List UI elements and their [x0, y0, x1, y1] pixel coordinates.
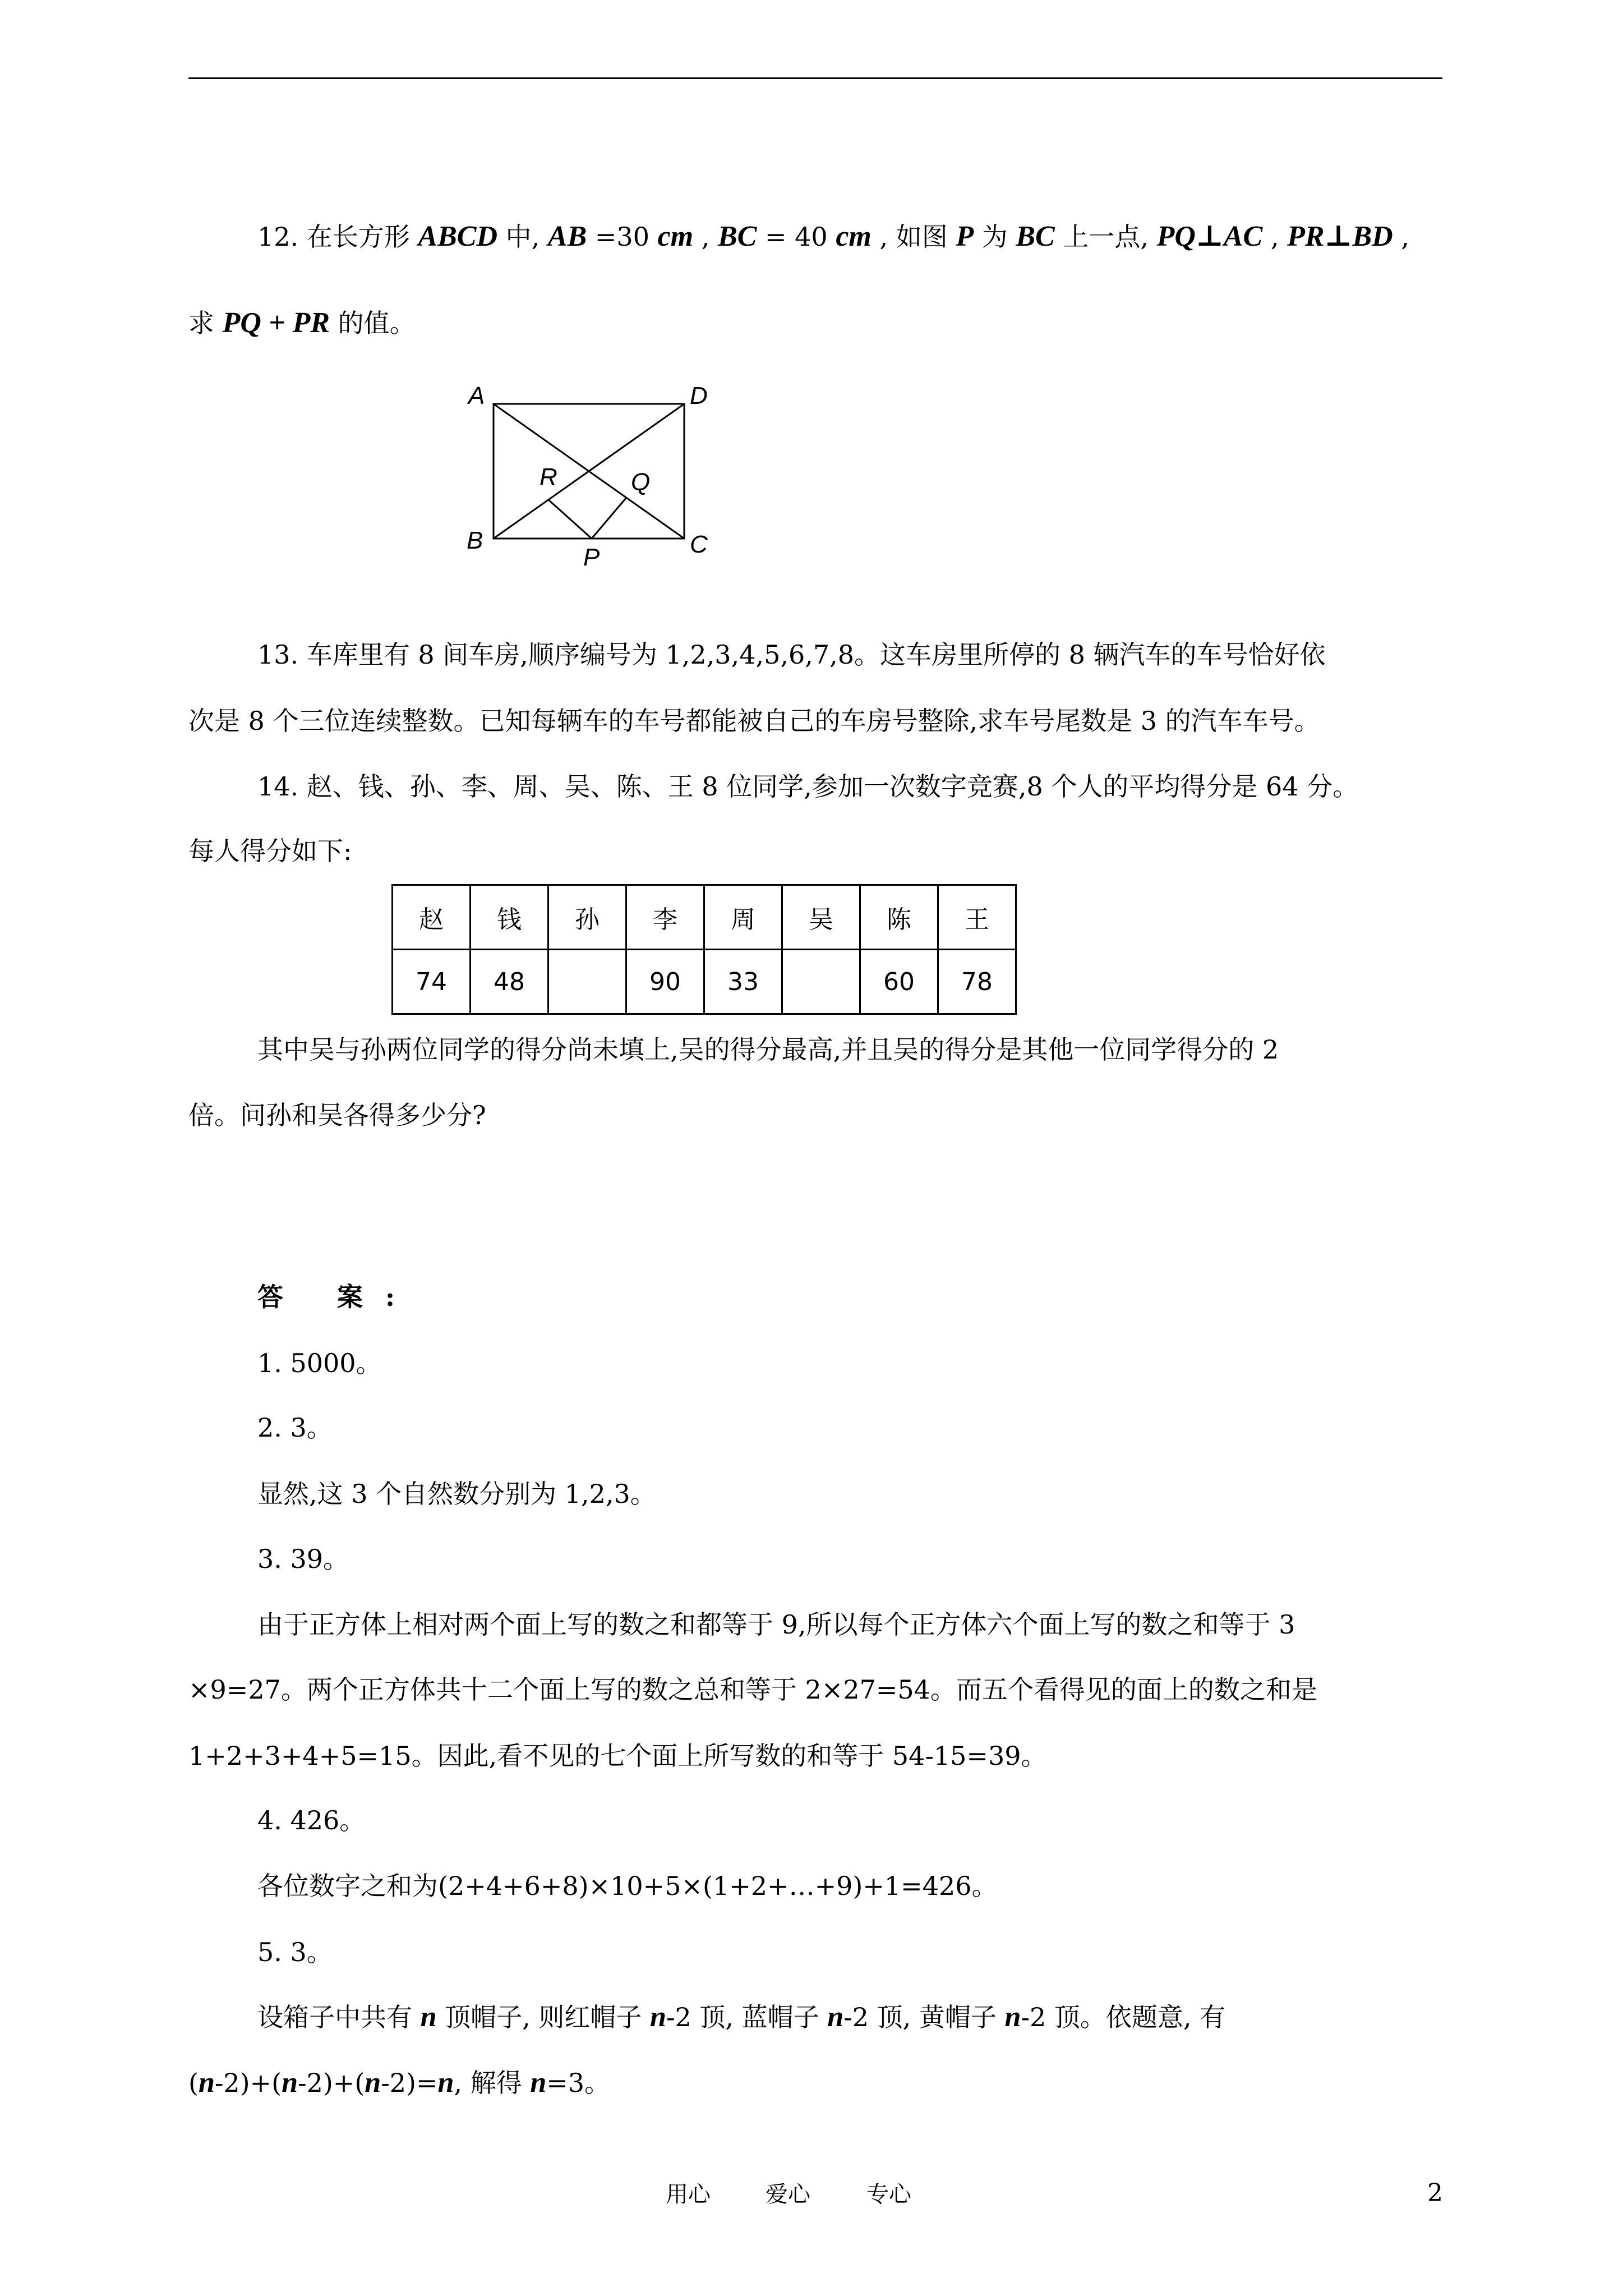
- label-r: R: [540, 463, 557, 491]
- math-expression: PR⊥BD: [1287, 220, 1393, 252]
- text-run: = 40: [757, 222, 836, 252]
- math-expression: BC: [1016, 220, 1055, 252]
- text-run: , 如图: [871, 222, 956, 252]
- rectangle-figure: [460, 381, 729, 572]
- text-run: 为: [974, 222, 1016, 252]
- text-run: ,: [693, 222, 718, 252]
- answer-5-line-1: [257, 2000, 1514, 2034]
- name-cell: 孙: [548, 885, 626, 950]
- footer-left: 用心: [666, 2182, 711, 2207]
- math-expression: PQ⊥AC: [1156, 220, 1263, 252]
- text-run: -2 顶。依题意, 有: [1021, 2002, 1226, 2032]
- math-expression: P: [956, 220, 974, 252]
- q13-line-2: 次是 8 个三位连续整数。已知每辆车的车号都能被自己的车房号整除,求车号尾数是 3 的汽车车号。: [188, 706, 1320, 736]
- text-run: -2 顶, 黄帽子: [843, 2002, 1005, 2032]
- name-cell: 陈: [860, 885, 938, 950]
- text-run: -2)=: [381, 2068, 438, 2098]
- score-cell: 74: [393, 950, 471, 1014]
- answer-3-line-1: 由于正方体上相对两个面上写的数之和都等于 9,所以每个正方体六个面上写的数之和等于 3: [257, 1609, 1295, 1640]
- label-b: B: [467, 527, 483, 554]
- label-d: D: [690, 382, 708, 409]
- page-number: 2: [1427, 2179, 1443, 2207]
- footer-middle: 爱心: [766, 2182, 810, 2207]
- answer-2-note: 显然,这 3 个自然数分别为 1,2,3。: [257, 1479, 656, 1509]
- text-run: 12. 在长方形: [257, 222, 418, 252]
- rectangle-diagram: [460, 381, 729, 572]
- name-cell: 吴: [782, 885, 860, 950]
- answer-5: 5. 3。: [257, 1937, 333, 1967]
- text-run: 顶帽子, 则红帽子: [436, 2002, 651, 2032]
- math-expression: BC: [718, 220, 757, 252]
- answer-1: 1. 5000。: [257, 1348, 382, 1378]
- math-expression: n: [365, 2067, 381, 2099]
- math-expression: n: [282, 2067, 298, 2099]
- text-run: , 解得: [454, 2068, 531, 2098]
- segment-pq: [592, 498, 626, 539]
- math-expression: n: [1004, 2001, 1021, 2033]
- math-expression: ABCD: [418, 220, 498, 252]
- score-cell: 90: [626, 950, 704, 1014]
- segment-pr: [548, 500, 592, 539]
- q14-line-4: 倍。问孙和吴各得多少分?: [188, 1100, 486, 1130]
- answer-5-line-2: [188, 2066, 1445, 2100]
- score-cell: 48: [471, 950, 548, 1014]
- text-run: -2)+(: [298, 2068, 365, 2098]
- score-cell: 60: [860, 950, 938, 1014]
- header-rule: [188, 77, 1442, 79]
- name-cell: 王: [938, 885, 1016, 950]
- math-expression: n: [530, 2067, 547, 2099]
- table-row-names: [393, 885, 1016, 950]
- q12-line-1: [257, 220, 1514, 254]
- text-run: 的值。: [330, 308, 416, 338]
- label-c: C: [690, 531, 708, 558]
- math-expression: n: [437, 2067, 454, 2099]
- score-cell: [548, 950, 626, 1014]
- answers-title: 答 案:: [257, 1282, 417, 1312]
- math-expression: cm: [836, 220, 872, 252]
- math-expression: n: [827, 2001, 844, 2033]
- text-run: -2)+(: [214, 2068, 282, 2098]
- answer-3: 3. 39。: [257, 1544, 349, 1574]
- math-expression: n: [650, 2001, 666, 2033]
- name-cell: 周: [704, 885, 782, 950]
- score-cell: 78: [938, 950, 1016, 1014]
- math-expression: cm: [657, 220, 694, 252]
- text-run: 中,: [497, 222, 548, 252]
- q14-line-2: 每人得分如下:: [188, 836, 352, 866]
- label-a: A: [468, 382, 485, 409]
- math-expression: n: [198, 2067, 215, 2099]
- text-run: 设箱子中共有: [257, 2002, 421, 2032]
- math-expression: n: [420, 2001, 437, 2033]
- text-run: (: [188, 2068, 199, 2098]
- table-row-scores: [393, 950, 1016, 1014]
- q14-line-3: 其中吴与孙两位同学的得分尚未填上,吴的得分最高,并且吴的得分是其他一位同学得分的 2: [257, 1034, 1279, 1065]
- text-run: ,: [1262, 222, 1288, 252]
- text-run: -2 顶, 蓝帽子: [666, 2002, 828, 2032]
- text-run: 上一点,: [1054, 222, 1157, 252]
- footer-right: 专心: [866, 2182, 911, 2207]
- label-q: Q: [631, 468, 651, 496]
- answer-3-line-2: ×9=27。两个正方体共十二个面上写的数之总和等于 2×27=54。而五个看得见的面上的数之和是: [188, 1674, 1317, 1705]
- q14-line-1: 14. 赵、钱、孙、李、周、吴、陈、王 8 位同学,参加一次数字竞赛,8 个人的平均得分是 64 分。: [257, 771, 1359, 802]
- answer-4-line-1: 各位数字之和为(2+4+6+8)×10+5×(1+2+…+9)+1=426。: [257, 1871, 998, 1901]
- math-expression: PQ + PR: [222, 307, 330, 339]
- math-expression: AB: [547, 220, 587, 252]
- q13-line-1: 13. 车库里有 8 间车房,顺序编号为 1,2,3,4,5,6,7,8。这车房里所停的 8 辆汽车的车号恰好依: [257, 639, 1326, 670]
- answer-2: 2. 3。: [257, 1412, 333, 1443]
- name-cell: 钱: [471, 885, 548, 950]
- name-cell: 赵: [393, 885, 471, 950]
- answer-4: 4. 426。: [257, 1805, 366, 1835]
- label-p: P: [583, 544, 600, 571]
- score-cell: 33: [704, 950, 782, 1014]
- text-run: =3。: [546, 2068, 611, 2098]
- name-cell: 李: [626, 885, 704, 950]
- text-run: 求: [188, 308, 223, 338]
- score-table: [391, 884, 1017, 1015]
- q12-line-2: [188, 306, 1445, 340]
- answer-3-line-3: 1+2+3+4+5=15。因此,看不见的七个面上所写数的和等于 54-15=39。: [188, 1741, 1047, 1771]
- text-run: ,: [1393, 222, 1409, 252]
- score-cell: [782, 950, 860, 1014]
- text-run: =30: [587, 222, 658, 252]
